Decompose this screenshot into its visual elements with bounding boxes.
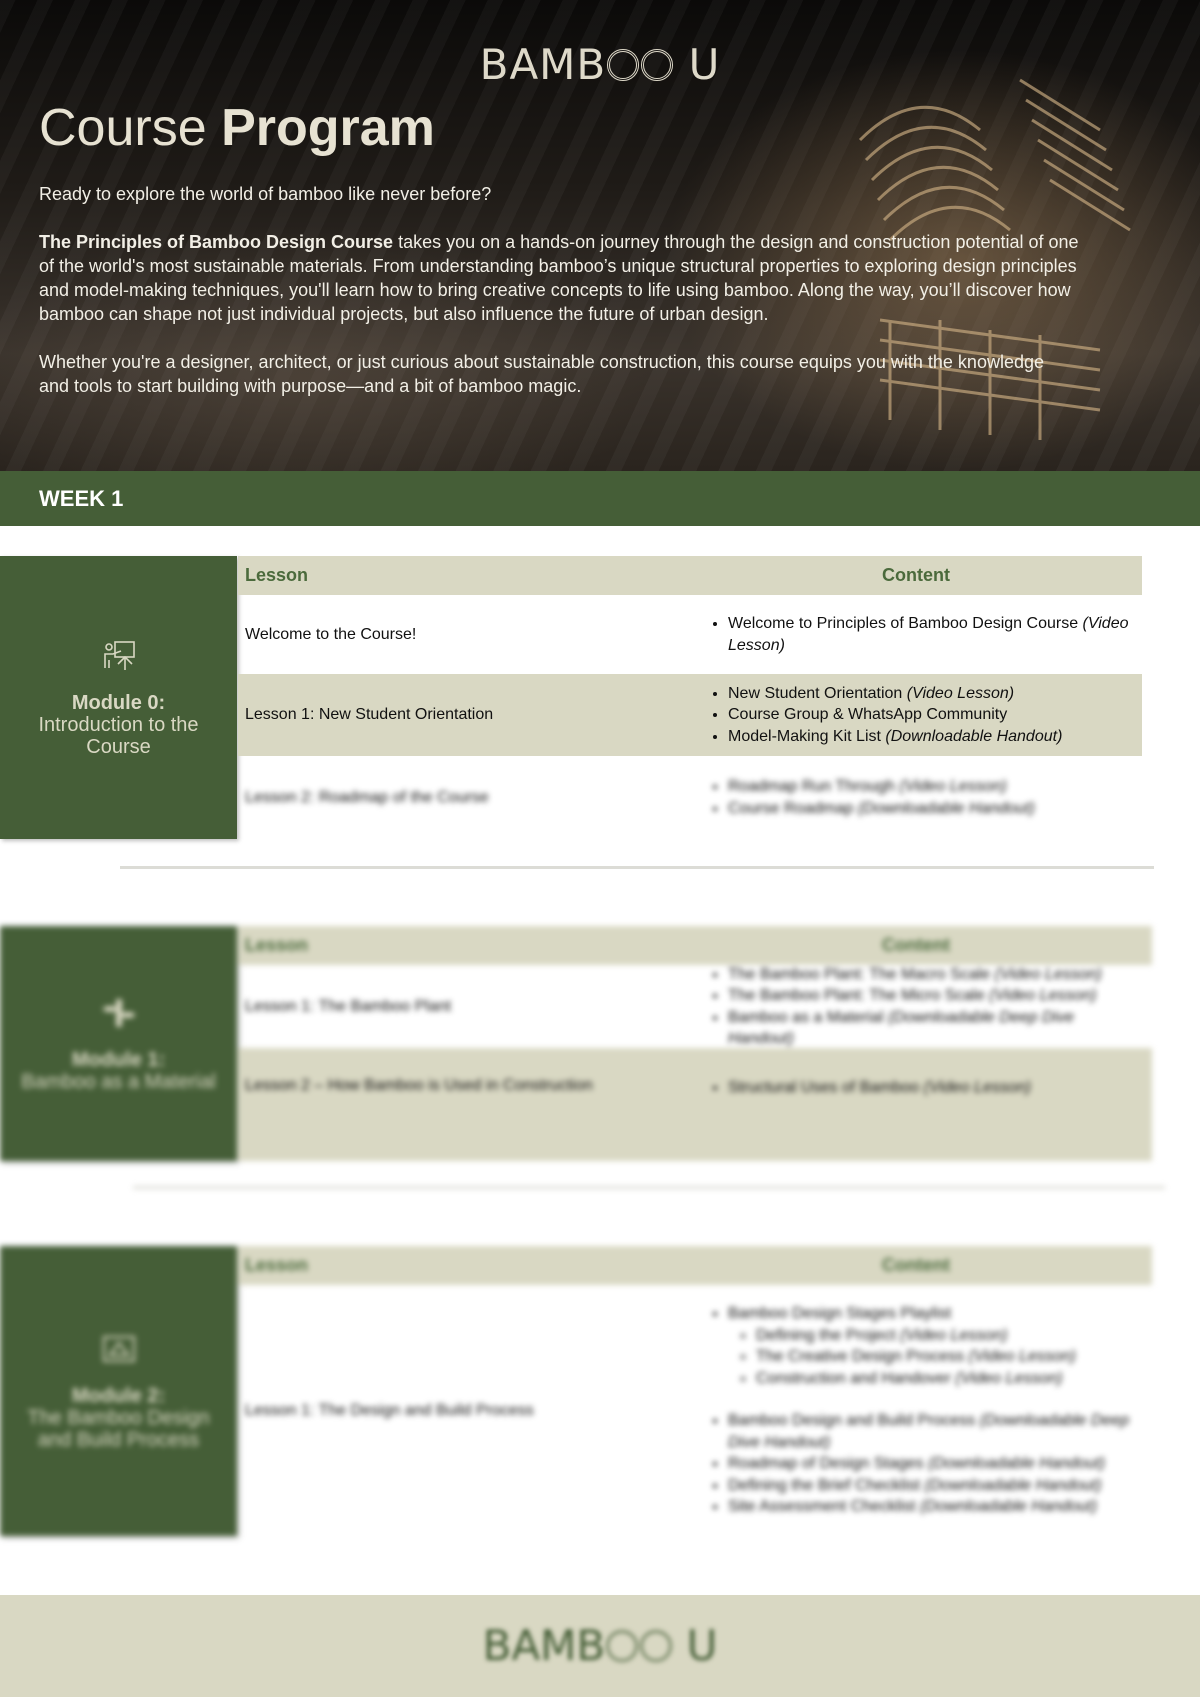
list-subitem [756,1346,1142,1368]
logo-ring-icon [607,49,639,81]
item-note: (Video Lesson) [900,1326,1008,1344]
list-item [728,798,1142,820]
hero-paragraph-2: Whether you're a designer, architect, or just curious about sustainable construction, this course equips you with the knowledge and tools to start building with purpose—and a bit of bamboo magic. [39,352,1044,396]
list-item [728,1303,1142,1389]
table-row [238,1048,1152,1161]
item-text: Bamboo Design and Build Process [728,1412,980,1430]
content-column-header: Content [882,1255,950,1275]
page-title [39,98,435,158]
list-item [728,985,1142,1007]
content-column-header: Content [882,565,950,585]
module-sidebar [0,1246,237,1536]
module-sidebar [0,556,237,839]
item-text: Welcome to Principles of Bamboo Design Course [728,615,1083,632]
list-item [728,1496,1142,1518]
logo-ring-icon [606,1630,638,1662]
item-text: Roadmap of Design Stages [728,1455,929,1473]
module-subtitle: Introduction to the Course [38,713,199,758]
lesson-cell: Lesson 1: The Bamboo Plant [245,997,452,1015]
lesson-table [238,926,1152,1161]
list-item [728,1007,1142,1050]
lesson-column-header: Lesson [245,935,309,955]
module-2 [0,1246,1152,1536]
logo-ring-icon [641,49,673,81]
content-cell [690,1077,1142,1099]
module-subtitle: Bamboo as a Material [21,1070,216,1093]
module-subtitle: The Bamboo Design and Build Process [27,1407,210,1451]
course-name: The Principles of Bamboo Design Course [39,232,394,252]
item-text: Bamboo as a Material [728,1008,889,1026]
lesson-cell: Welcome to the Course! [245,625,417,643]
item-text: Model-Making Kit List [728,727,886,745]
item-text: Course Group & WhatsApp Community [728,706,1008,724]
page-title-bold: Program [221,99,435,157]
hero-paragraph-1-text: takes you on a hands-on journey through the design and construction potential of one of the world's most sustainable materials. From understanding bamboo’s unique structural properties to exploring design principles and model-making techniques, you'll learn how to bring creative concepts to life using bamboo. Along the way, you’ll discover how bamboo can shape not just individual projects, but also influence the future of urban design. [39,232,1079,324]
logo-text-right: U [688,40,721,89]
lesson-column-header: Lesson [245,1255,309,1275]
logo-ring-icon [640,1630,672,1662]
content-cell [690,776,1142,819]
week-header: WEEK 1 [0,471,1200,526]
table-header [238,556,1142,595]
list-item [728,683,1142,705]
item-note: (Video Lesson) [968,1348,1076,1366]
table-row [238,965,1152,1048]
module-title: Module 1: [71,1048,166,1071]
item-text: New Student Orientation [728,684,907,702]
item-text: The Bamboo Plant: The Micro Scale [728,987,990,1004]
module-title: Module 2: [71,1385,166,1407]
hero-intro: Ready to explore the world of bamboo like never before? [39,184,492,204]
content-cell [690,964,1142,1050]
table-row [238,756,1142,839]
item-text: Structural Uses of Bamboo [728,1079,924,1096]
lesson-column-header: Lesson [245,565,309,585]
list-item [728,1077,1142,1099]
lesson-table [238,1246,1152,1536]
item-note: (Video Lesson) [994,965,1102,983]
item-text: Bamboo Design Stages Playlist [728,1305,952,1323]
list-subitem [756,1325,1142,1347]
module-0 [0,556,1142,839]
hero-banner [0,0,1200,471]
section-divider [120,866,1154,869]
item-text: Construction and Handover [756,1369,956,1387]
footer-logo [483,1595,718,1697]
lesson-cell: Lesson 2: Roadmap of the Course [245,788,489,806]
blueprint-icon [101,1331,137,1367]
list-item [728,964,1142,986]
table-row [238,595,1142,674]
item-text: Course Roadmap [728,799,858,817]
list-item [728,726,1142,748]
module-1 [0,926,1152,1161]
item-note: (Downloadable Deep Dive Handout) [728,1412,1130,1451]
module-sidebar [0,926,237,1161]
item-note: (Downloadable Handout) [885,727,1063,745]
item-text: Defining the Project [756,1326,901,1344]
item-note: (Downloadable Handout) [928,1455,1106,1473]
list-item [728,1475,1142,1497]
item-note: (Video Lesson) [906,684,1015,702]
logo-text-left: BAMB [479,40,607,89]
page-title-light: Course [39,99,222,157]
list-item [728,776,1142,798]
item-text: The Creative Design Process [756,1348,969,1366]
logo-text-left: BAMB [482,1621,606,1670]
module-title: Module 0: [71,691,166,714]
item-text: The Bamboo Plant: The Macro Scale [728,965,995,983]
bamboo-plant-icon [101,995,137,1031]
item-note: (Video Lesson) [923,1079,1031,1096]
teacher-board-icon [101,638,137,674]
content-cell [690,1303,1142,1518]
hero-description [39,182,1079,422]
item-note: (Downloadable Deep Dive Handout) [728,1008,1074,1047]
brand-logo [0,40,1200,89]
lesson-cell: Lesson 2 – How Bamboo is Used in Construction [245,1077,593,1094]
lesson-cell: Lesson 1: The Design and Build Process [245,1401,534,1419]
table-header [238,1246,1152,1285]
section-divider [133,1186,1165,1189]
footer [0,1595,1200,1697]
lesson-cell: Lesson 1: New Student Orientation [245,706,494,723]
item-note: (Downloadable Handout) [857,799,1035,817]
item-note: (Video Lesson) [728,615,1129,654]
item-note: (Downloadable Handout) [920,1498,1098,1516]
item-note: (Video Lesson) [899,778,1007,795]
item-note: (Video Lesson) [989,987,1097,1004]
list-item [728,1410,1142,1453]
item-text: Site Assessment Checklist [728,1498,921,1516]
table-header [238,926,1152,965]
content-cell [690,613,1142,656]
list-item [728,704,1142,726]
item-text: Defining the Brief Checklist [728,1476,925,1494]
list-item [728,1453,1142,1475]
lesson-table [238,556,1142,839]
content-column-header: Content [882,935,950,955]
hero-paragraph-1 [39,230,1079,326]
item-note: (Video Lesson) [955,1369,1063,1387]
item-text: Roadmap Run Through [728,778,900,795]
list-item [728,613,1142,656]
table-row [238,674,1142,756]
content-cell [690,683,1142,748]
item-note: (Downloadable Handout) [924,1476,1102,1494]
list-subitem [756,1368,1142,1390]
logo-text-right: U [686,1621,718,1670]
table-row [238,1285,1152,1536]
